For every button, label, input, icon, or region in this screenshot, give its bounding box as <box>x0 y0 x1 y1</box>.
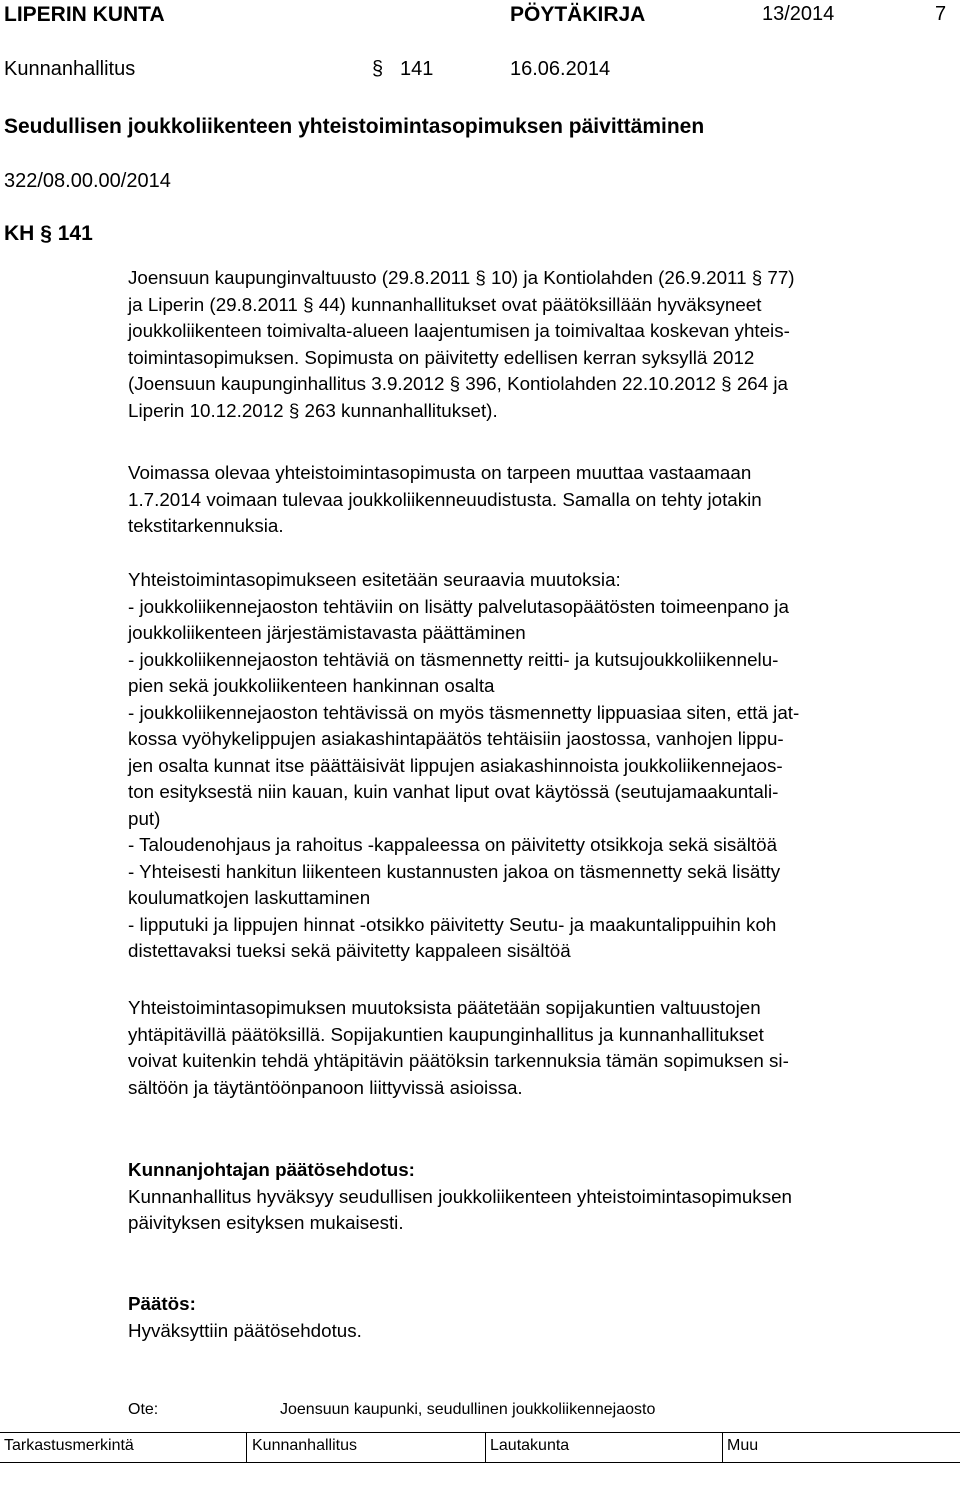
p3-line: - joukkoliikennejaoston tehtäviin on lisätty palvelutasopäätösten toimeenpano ja <box>128 595 789 617</box>
section-number: 141 <box>400 58 434 80</box>
section-sign: § <box>449 373 461 394</box>
footer-divider <box>485 1432 486 1462</box>
text-fragment: 44) kunnanhallitukset ovat päätöksillään hyväksyneet <box>318 293 762 315</box>
p3-line: - joukkoliikennejaoston tehtäviä on täsmennetty reitti- ja kutsujoukkoliikennelu- <box>128 648 779 670</box>
excerpt-recipient: Joensuun kaupunki, seudullinen joukkoliikennejaosto <box>280 1401 656 1418</box>
p3-line: ton esityksestä niin kauan, kuin vanhat liput ovat käytössä (seutujamaakuntali- <box>128 781 779 802</box>
section-sign: § <box>475 267 486 288</box>
kh-number: 141 <box>57 222 93 245</box>
text-fragment: 10) ja Kontiolahden (26.9.2011 <box>491 267 747 288</box>
kh-section-mark: § <box>40 222 52 245</box>
footer-cell-board: Kunnanhallitus <box>252 1437 357 1454</box>
text-fragment: 264 ja <box>736 373 788 394</box>
p3-line: - Taloudenohjaus ja rahoitus -kappaleessa on päivitetty otsikkoja sekä sisältöä <box>128 834 778 855</box>
p3-line: kossa vyöhykelippujen asiakashintapäätös tehtäisiin jaostossa, vanhojen lippu- <box>128 728 784 749</box>
decision-heading: Päätös: <box>128 1293 196 1314</box>
text-fragment: 263 kunnanhallitukset). <box>304 399 498 421</box>
paragraph-amendment-need <box>128 460 928 540</box>
reference-number: 322/08.00.00/2014 <box>4 170 171 192</box>
footer-bottom-rule <box>0 1462 960 1463</box>
paragraph-background <box>128 265 928 424</box>
p3-line: joukkoliikenteen järjestämistavasta päättäminen <box>128 622 526 643</box>
decision-text: Hyväksyttiin päätösehdotus. <box>128 1319 362 1341</box>
text-fragment: Liperin 10.12.2012 <box>128 399 284 421</box>
p3-line: Yhteistoimintasopimukseen esitetään seuraavia muutoksia: <box>128 569 621 590</box>
footer-divider <box>246 1432 247 1462</box>
p2-line: tekstitarkennuksia. <box>128 515 284 536</box>
proposal-line: päivityksen esityksen mukaisesti. <box>128 1212 404 1233</box>
meeting-date: 16.06.2014 <box>510 58 611 80</box>
document-number: 13/2014 <box>762 3 835 25</box>
body-name: Kunnanhallitus <box>4 58 136 80</box>
page-number: 7 <box>935 3 947 25</box>
p3-line: - joukkoliikennejaoston tehtävissä on myös täsmennetty lippuasiaa siten, että jat- <box>128 701 800 723</box>
p4-line: Yhteistoimintasopimuksen muutoksista päätetään sopijakuntien valtuustojen <box>128 997 761 1018</box>
paragraph-changes-list <box>128 567 928 965</box>
p1-line <box>128 371 928 398</box>
p1-line: toimintasopimuksen. Sopimusta on päivitetty edellisen kerran syksyllä 2012 <box>128 346 755 368</box>
footer-cell-other: Muu <box>727 1437 759 1454</box>
text-fragment: (Joensuun kaupunginhallitus 3.9.2012 <box>128 373 445 394</box>
section-sign: § <box>751 267 763 288</box>
p2-line: Voimassa olevaa yhteistoimintasopimusta on tarpeen muuttaa vastaamaan <box>128 462 752 483</box>
municipality-name: LIPERIN KUNTA <box>4 3 165 26</box>
p3-line: pien sekä joukkoliikenteen hankinnan osalta <box>128 675 495 696</box>
proposal-line: Kunnanhallitus hyväksyy seudullisen joukkoliikenteen yhteistoimintasopimuksen <box>128 1185 792 1207</box>
p3-line: put) <box>128 807 161 829</box>
paragraph-decision-procedure <box>128 995 928 1101</box>
text-fragment: ja Liperin (29.8.2011 <box>128 293 298 315</box>
section-sign: § <box>303 293 314 315</box>
text-fragment: 77) <box>767 267 795 288</box>
p3-line: distettavaksi tueksi sekä päivitetty kappaleen sisältöä <box>128 940 571 961</box>
section-mark: § <box>372 58 384 80</box>
section-sign: § <box>288 399 300 421</box>
p3-line: jen osalta kunnat itse päättäisivät lippujen asiakashinnoista joukkoliikennejaos- <box>128 754 783 776</box>
p4-line: yhtäpitävillä päätöksillä. Sopijakuntien kaupunginhallitus ja kunnanhallitukset <box>128 1023 764 1045</box>
section-sign: § <box>721 373 732 394</box>
p2-line: 1.7.2014 voimaan tulevaa joukkoliikenneuudistusta. Samalla on tehty jotakin <box>128 488 762 510</box>
decision-section <box>128 1291 928 1344</box>
p4-line: sältöön ja täytäntöönpanoon liittyvissä asioissa. <box>128 1076 523 1098</box>
p3-line: - lipputuki ja lippujen hinnat -otsikko päivitetty Seutu- ja maakuntalippuihin koh <box>128 913 777 935</box>
footer-cell-inspection: Tarkastusmerkintä <box>4 1437 134 1454</box>
proposal-heading: Kunnanjohtajan päätösehdotus: <box>128 1159 415 1180</box>
p1-line <box>128 292 928 319</box>
p3-line: koulumatkojen laskuttaminen <box>128 887 371 908</box>
footer-top-rule <box>0 1432 960 1433</box>
footer-divider <box>722 1432 723 1462</box>
document-type: PÖYTÄKIRJA <box>510 3 646 26</box>
page-title: Seudullisen joukkoliikenteen yhteistoimintasopimuksen päivittäminen <box>4 115 705 138</box>
p1-line <box>128 265 928 292</box>
p1-line: joukkoliikenteen toimivalta-alueen laajentumisen ja toimivaltaa koskevan yhteis- <box>128 320 790 341</box>
footer-cell-committee: Lautakunta <box>490 1437 570 1454</box>
text-fragment: Joensuun kaupunginvaltuusto (29.8.2011 <box>128 267 471 288</box>
text-fragment: 396, Kontiolahden 22.10.2012 <box>465 373 716 394</box>
p1-line <box>128 398 928 425</box>
p3-line: - Yhteisesti hankitun liikenteen kustannusten jakoa on täsmennetty sekä lisätty <box>128 860 781 882</box>
p4-line: voivat kuitenkin tehdä yhtäpitävin päätöksin tarkennuksia tämän sopimuksen si- <box>128 1050 789 1071</box>
excerpt-label: Ote: <box>128 1401 159 1418</box>
kh-section <box>4 222 93 246</box>
kh-label: KH <box>4 222 35 245</box>
proposal-section <box>128 1157 928 1237</box>
